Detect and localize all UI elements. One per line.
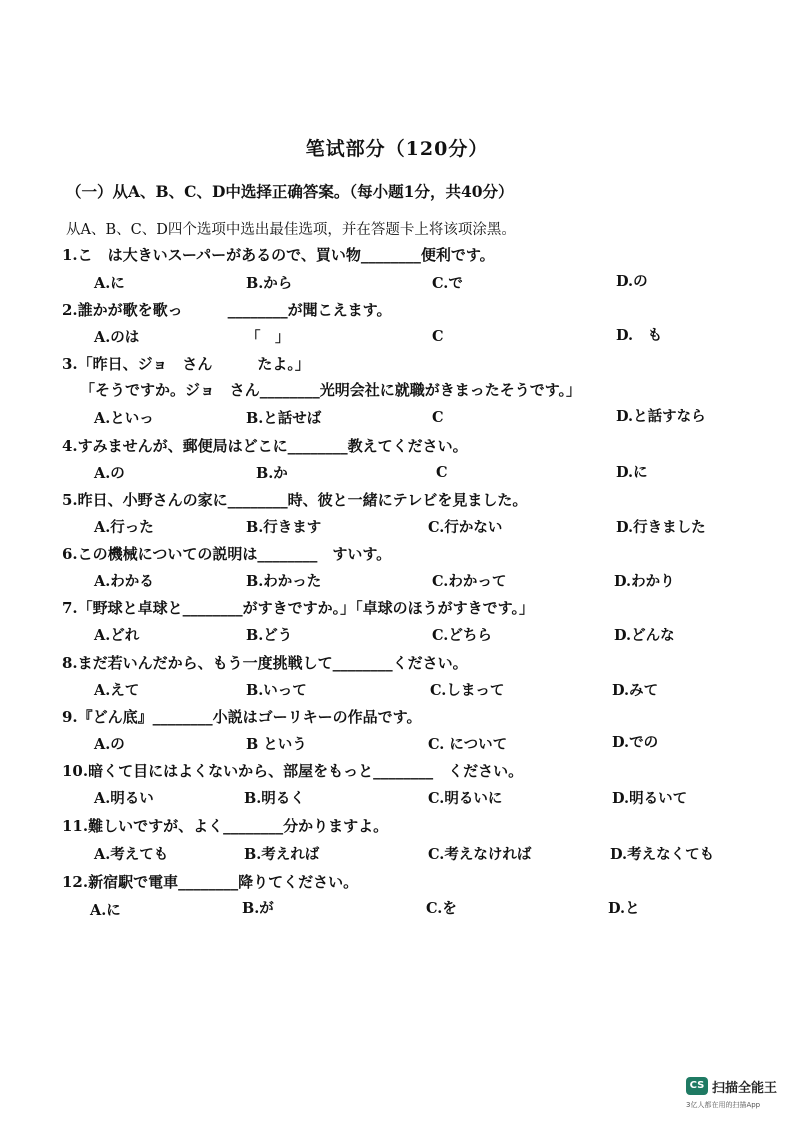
option-b: 「 」 <box>246 329 290 346</box>
option-a: A.の <box>94 465 125 482</box>
option-c: C.わかって <box>432 573 507 590</box>
question-text: 誰かが歌を歌っ ________が聞こえます。 <box>77 301 392 319</box>
question-7 <box>62 597 534 618</box>
option-b: B.行きます <box>246 519 322 536</box>
option-d: D.みて <box>612 682 659 699</box>
option-a: A.といっ <box>94 410 154 427</box>
option-c: C <box>432 409 444 426</box>
option-b: B.か <box>256 465 288 482</box>
question-6 <box>62 543 391 564</box>
option-a: A.行った <box>94 519 154 536</box>
option-b: B.と話せば <box>246 410 322 427</box>
option-d: D.の <box>616 273 648 290</box>
question-text: まだ若いんだから、もう一度挑戦して________ください。 <box>77 654 468 672</box>
question-number: 9. <box>62 708 78 726</box>
option-a: A.の <box>94 736 125 753</box>
option-c: C <box>432 328 444 345</box>
question-text: こ は大きいスーパーがあるので、買い物________便利です。 <box>77 246 495 264</box>
question-10 <box>62 760 523 781</box>
question-number: 6. <box>62 545 78 563</box>
question-text: 暗くて目にはよくないから、部屋をもっと________ ください。 <box>88 762 524 780</box>
option-a: A.えて <box>94 682 140 699</box>
question-8 <box>62 652 468 673</box>
question-text: 「そうですか。ジョ さん________光明会社に就職がきまったそうです。」 <box>80 381 582 399</box>
option-b: B.が <box>242 900 274 917</box>
question-text: 「野球と卓球と________がすきですか。」「卓球のほうがすきです。」 <box>77 599 534 617</box>
section-heading: （一）从A、B、C、D中选择正确答案。（每小题1分，共40分） <box>66 182 514 201</box>
option-a: A.どれ <box>94 627 140 644</box>
option-b: B.考えれば <box>244 846 320 863</box>
question-text: この機械についての説明は________ すいす。 <box>77 545 392 563</box>
watermark-subtitle: 3亿人都在用的扫描App <box>686 1101 761 1109</box>
question-3-line-2 <box>80 379 581 400</box>
question-number: 11. <box>62 817 89 835</box>
option-a: A.明るい <box>94 790 154 807</box>
option-b: B.わかった <box>246 573 322 590</box>
question-number: 8. <box>62 654 78 672</box>
question-text: 『どん底』________小説はゴーリキーの作品です。 <box>77 708 422 726</box>
question-number: 3. <box>62 355 78 373</box>
question-2 <box>62 299 391 320</box>
question-text: 新宿駅で電車________降りてください。 <box>88 873 359 891</box>
option-a: A.考えても <box>94 846 169 863</box>
question-5 <box>62 489 527 510</box>
question-9 <box>62 706 421 727</box>
option-d: D.での <box>612 734 659 751</box>
instruction-text: 从A、B、C、D四个选项中选出最佳选项，并在答题卡上将该项涂黑。 <box>66 222 516 238</box>
option-d: D. も <box>616 327 663 344</box>
question-text: 難しいですが、よく________分かりますよ。 <box>88 817 389 835</box>
option-c: C <box>436 464 448 481</box>
question-number: 2. <box>62 301 78 319</box>
option-b: B.明るく <box>244 790 305 807</box>
question-number: 10. <box>62 762 89 780</box>
question-text: 「昨日、ジョ さん たよ。」 <box>77 355 310 373</box>
option-c: C. について <box>428 736 508 753</box>
question-number: 4. <box>62 437 78 455</box>
watermark-name: 扫描全能王 <box>712 1081 778 1096</box>
option-a: A.のは <box>94 329 140 346</box>
option-d: D.わかり <box>614 573 675 590</box>
option-a: A.に <box>94 275 125 292</box>
option-d: D.明るいて <box>612 790 688 807</box>
question-3 <box>62 353 310 374</box>
scanner-watermark <box>686 1075 786 1115</box>
page-title: 笔试部分（120分） <box>305 138 489 160</box>
option-d: D.と話すなら <box>616 408 706 425</box>
option-a: A.わかる <box>94 573 154 590</box>
option-c: C.を <box>426 900 457 917</box>
option-c: C.考えなければ <box>428 846 532 863</box>
question-11 <box>62 815 388 836</box>
option-c: C.で <box>432 275 463 292</box>
option-b: B という <box>246 736 307 753</box>
camscanner-logo-icon: CS <box>686 1077 708 1095</box>
question-1 <box>62 244 495 265</box>
option-d: D.に <box>616 464 648 481</box>
question-number: 12. <box>62 873 89 891</box>
question-text: すみませんが、郵便局はどこに________教えてください。 <box>77 437 468 455</box>
question-12 <box>62 871 358 892</box>
option-a: A.に <box>90 902 121 919</box>
option-b: B.から <box>246 275 293 292</box>
question-number: 1. <box>62 246 78 264</box>
option-d: D.考えなくても <box>610 846 715 863</box>
option-d: D.行きました <box>616 519 706 536</box>
question-number: 5. <box>62 491 78 509</box>
option-c: C.明るいに <box>428 790 503 807</box>
option-c: C.しまって <box>430 682 505 699</box>
option-b: B.いって <box>246 682 307 699</box>
question-number: 7. <box>62 599 78 617</box>
option-c: C.どちら <box>432 627 492 644</box>
option-d: D.と <box>608 900 640 917</box>
question-4 <box>62 435 468 456</box>
option-b: B.どう <box>246 627 293 644</box>
option-d: D.どんな <box>614 627 675 644</box>
option-c: C.行かない <box>428 519 503 536</box>
question-text: 昨日、小野さんの家に________時、彼と一緒にテレビを見ました。 <box>77 491 528 509</box>
